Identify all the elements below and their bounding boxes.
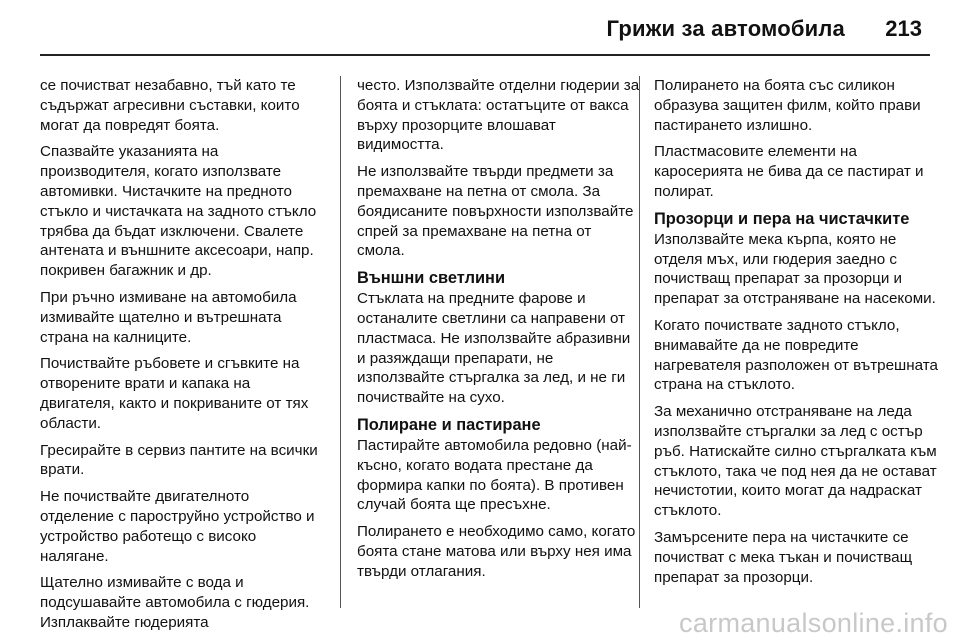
paragraph: Стъклата на предните фарове и останалите светлини са направени от пластмаса. Не използвайте абразивни и разяждащи препарати, не използвайте стъргалка за лед, и не ги почиствайте на сухо. <box>357 290 631 407</box>
paragraph: Пластмасовите елементи на каросерията не бива да се пастират и полират. <box>654 143 924 200</box>
paragraph: Не използвайте твърди предмети за премахване на петна от смола. За боядисаните повърхности използвайте спрей за премахване на петна от смола. <box>357 163 634 260</box>
paragraph: често. Използвайте отделни гюдерии за боята и стъклата: остатъците от вакса върху прозорците влошават видимостта. <box>357 77 640 154</box>
text-column-1 <box>40 76 325 640</box>
paragraph: Използвайте мека кърпа, която не отделя мъх, или гюдерия заедно с почистващ препарат за прозорци и препарат за отстраняване на насекоми. <box>654 230 936 308</box>
column-divider <box>340 76 341 608</box>
header-divider <box>40 54 930 56</box>
text-column-2 <box>357 76 642 589</box>
paragraph: Пастирайте автомобила редовно (най-късно, когато водата престане да формира капки по боята). В противен случай боята ще пресъхне. <box>357 436 632 514</box>
watermark: carmanualsonline.info <box>679 608 948 638</box>
paragraph: Почиствайте ръбовете и сгъвките на отворените врати и капака на двигателя, както и покриваните от тях области. <box>40 355 309 432</box>
paragraph: Не почиствайте двигателното отделение с пароструйно устройство и устройство работещо с високо налягане. <box>40 488 315 565</box>
column-divider <box>639 76 640 608</box>
section-heading-exterior-lights: Външни светлини <box>357 269 506 288</box>
paragraph: Полирането на боята със силикон образува защитен филм, който прави пастирането излишно. <box>654 77 921 134</box>
page-title: Грижи за автомобила <box>606 16 845 41</box>
paragraph: Спазвайте указанията на производителя, когато използвате автомивки. Чистачките на предното стъкло и чистачката на задното стъкло трябва да бъдат изключени. Свалете антената и външните аксесоари, напр. покривен багажник и др. <box>40 143 317 280</box>
paragraph: Когато почиствате задното стъкло, внимавайте да не повредите нагревателя разположен от вътрешната страна на стъклото. <box>654 316 938 394</box>
paragraph: За механично отстраняване на леда използвайте стъргалки за лед с остър ръб. Натискайте силно стъргалката към стъклото, така че под нея да не остават нечистотии, които могат да надраскат стъклото. <box>654 403 937 520</box>
page-number: 213 <box>885 16 922 41</box>
paragraph: се почистват незабавно, тъй като те съдържат агресивни съставки, които могат да повредят боята. <box>40 77 300 134</box>
paragraph: При ръчно измиване на автомобила измивайте щателно и вътрешната страна на калниците. <box>40 288 297 346</box>
paragraph: Гресирайте в сервиз пантите на всички врати. <box>40 441 318 479</box>
paragraph: Замърсените пера на чистачките се почистват с мека тъкан и почистващ препарат за прозорци. <box>654 528 913 586</box>
section-heading-windows-wipers: Прозорци и пера на чистачките <box>654 209 910 228</box>
text-column-3 <box>654 76 939 594</box>
paragraph: Полирането е необходимо само, когато боята стане матова или върху нея има твърди отлагания. <box>357 523 636 580</box>
section-heading-polishing: Полиране и пастиране <box>357 415 541 434</box>
page-header <box>0 0 960 58</box>
paragraph: Щателно измивайте с вода и подсушавайте автомобила с гюдерия. Изплаквайте гюдерията <box>40 574 310 631</box>
